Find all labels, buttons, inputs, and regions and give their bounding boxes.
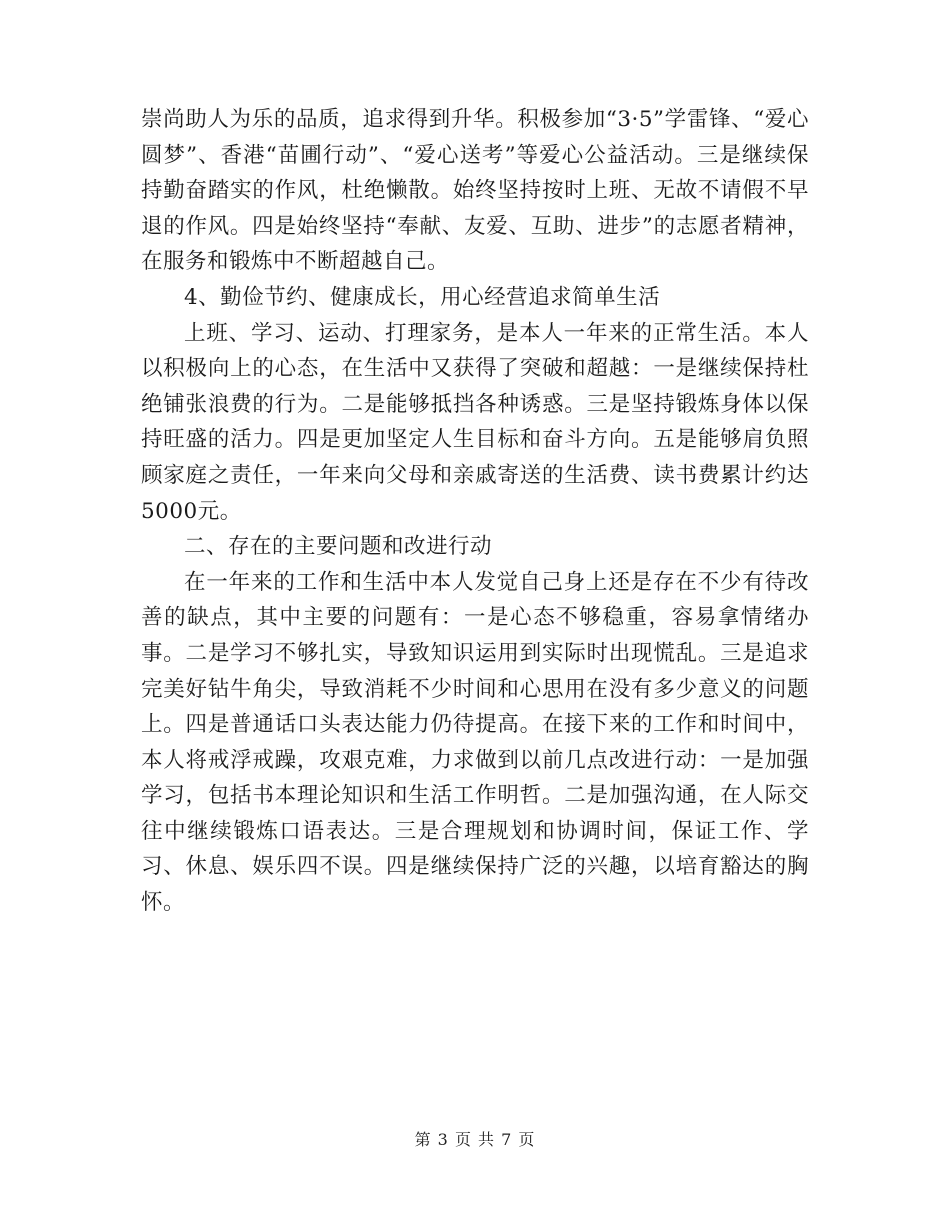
document-body [141,102,809,921]
page-number-footer: 第 3 页 共 7 页 [414,1130,536,1149]
paragraph-daily-life: 上班、学习、运动、打理家务，是本人一年来的正常生活。本人以积极向上的心态，在生活中又获得了突破和超越：一是继续保持杜绝铺张浪费的行为。二是能够抵挡各种诱惑。三是坚持锻炼身体以保持旺盛的活力。四是更加坚定人生目标和奋斗方向。五是能够肩负照顾家庭之责任，一年来向父母和亲戚寄送的生活费、读书费累计约达5000元。 [141,320,809,524]
section-heading-frugal-living: 4、勤俭节约、健康成长，用心经营追求简单生活 [184,284,661,310]
paragraph-volunteer-continued: 崇尚助人为乐的品质，追求得到升华。积极参加“3·5”学雷锋、“爱心圆梦”、香港“苗圃行动”、“爱心送考”等爱心公益活动。三是继续保持勤奋踏实的作风，杜绝懒散。始终坚持按时上班、无故不请假不早退的作风。四是始终坚持“奉献、友爱、互助、进步”的志愿者精神，在服务和锻炼中不断超越自己。 [141,107,809,275]
paragraph-problems-improvements: 在一年来的工作和生活中本人发觉自己身上还是存在不少有待改善的缺点，其中主要的问题有：一是心态不够稳重，容易拿情绪办事。二是学习不够扎实，导致知识运用到实际时出现慌乱。三是追求完美好钻牛角尖，导致消耗不少时间和心思用在没有多少意义的问题上。四是普通话口头表达能力仍待提高。在接下来的工作和时间中，本人将戒浮戒躁，攻艰克难，力求做到以前几点改进行动：一是加强学习，包括书本理论知识和生活工作明哲。二是加强沟通，在人际交往中继续锻炼口语表达。三是合理规划和协调时间，保证工作、学习、休息、娱乐四不误。四是继续保持广泛的兴趣，以培育豁达的胸怀。 [141,569,809,916]
section-heading-problems: 二、存在的主要问题和改进行动 [184,534,493,560]
